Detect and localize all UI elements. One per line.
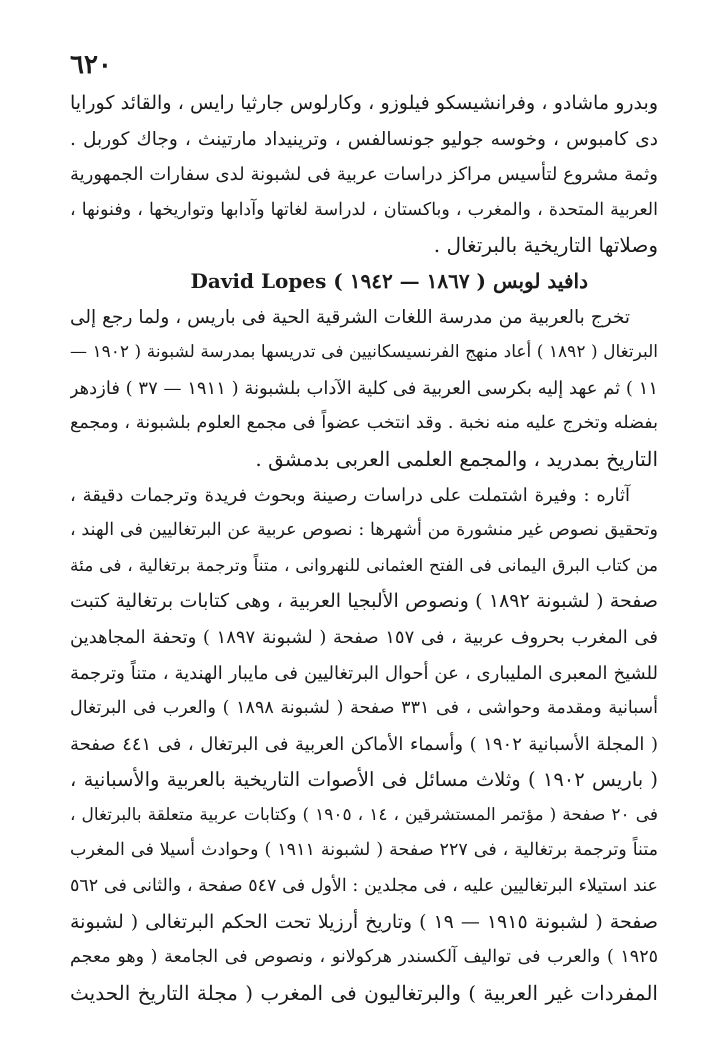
page-number: ٦٢٠ xyxy=(70,50,112,80)
text-line: ( باريس ١٩٠٢ ) وثلاث مسائل فى الأصوات التاريخية بالعربية والأسبانية ، xyxy=(70,768,658,792)
text-line: وتحقيق نصوص غير منشورة من أشهرها : نصوص عربية عن البرتغاليين فى الهند ، xyxy=(70,520,658,541)
text-line: البرتغال ( ١٨٩٢ ) أعاد منهج الفرنسيسكانيين فى تدريسها بمدرسة لشبونة ( ١٩٠٢ — xyxy=(70,342,658,363)
text-line: أسبانية ومقدمة وحواشى ، فى ٣٣١ صفحة ( لشبونة ١٨٩٨ ) والعرب فى البرتغال xyxy=(70,698,658,719)
text-line: وصلاتها التاريخية بالبرتغال . xyxy=(433,233,658,258)
text-line: دى كامبوس ، وخوسه جوليو جونسالفس ، وترينيداد مارتينث ، وجاك كوربل . xyxy=(70,128,658,150)
text-line: من كتاب البرق اليمانى فى الفتح العثمانى للنهروانى ، متناً وترجمة برتغالية ، فى مئة xyxy=(70,555,658,576)
section-heading: دافيد لوبس ( ١٨٦٧ — ١٩٤٢ ) David Lopes xyxy=(190,268,588,293)
text-line: العربية المتحدة ، والمغرب ، وباكستان ، لدراسة لغاتها وآدابها وتواريخها ، وفنونها ، xyxy=(70,199,658,220)
text-line: ١٩٢٥ ) والعرب فى تواليف آلكسندر هركولانو ، ونصوص فى الجامعة ( وهو معجم xyxy=(70,947,658,968)
text-line: متناً وترجمة برتغالية ، فى ٢٢٧ صفحة ( لشبونة ١٩١١ ) وحوادث أسيلا فى المغرب xyxy=(70,840,658,861)
text-line: صفحة ( لشبونة ١٨٩٢ ) ونصوص الألبجيا العربية ، وهى كتابات برتغالية كتبت xyxy=(70,590,658,613)
text-line: ( المجلة الأسبانية ١٩٠٢ ) وأسماء الأماكن العربية فى البرتغال ، فى ٤٤١ صفحة xyxy=(70,733,658,755)
text-line: صفحة ( لشبونة ١٩١٥ — ١٩ ) وتاريخ أرزيلا تحت الحكم البرتغالى ( لشبونة xyxy=(70,910,658,933)
text-line: آثاره : وفيرة اشتملت على دراسات رصينة وبحوث فريدة وترجمات دقيقة ، xyxy=(70,484,630,506)
body-text xyxy=(70,86,658,1011)
text-line: وبدرو ماشادو ، وفرانشيسكو فيلوزو ، وكارلوس جارثيا رايس ، والقائد كورايا xyxy=(70,92,658,114)
text-line: تخرج بالعربية من مدرسة اللغات الشرقية الحية فى باريس ، ولما رجع إلى xyxy=(70,306,630,328)
text-line: التاريخ بمدريد ، والمجمع العلمى العربى بدمشق . xyxy=(255,446,658,471)
text-line: فى المغرب بحروف عربية ، فى ١٥٧ صفحة ( لشبونة ١٨٩٧ ) وتحفة المجاهدين xyxy=(70,626,658,648)
text-line: بفضله وتخرج عليه منه نخبة . وقد انتخب عضواً فى مجمع العلوم بلشبونة ، ومجمع xyxy=(70,413,658,434)
text-line: فى ٢٠ صفحة ( مؤتمر المستشرقين ، ١٤ ، ١٩٠٥ ) وكتابات عربية متعلقة بالبرتغال ، xyxy=(70,804,658,825)
text-line: للشيخ المعبرى المليبارى ، عن أحوال البرتغاليين فى مايبار الهندية ، متناً وترجمة xyxy=(70,662,658,684)
text-line: المفردات غير العربية ) والبرتغاليون فى المغرب ( مجلة التاريخ الحديث xyxy=(70,980,658,1005)
text-line: عند استيلاء البرتغاليين عليه ، فى مجلدين : الأول فى ٥٤٧ صفحة ، والثانى فى ٥٦٢ xyxy=(70,876,658,897)
text-line: وثمة مشروع لتأسيس مراكز دراسات عربية فى لشبونة لدى سفارات الجمهورية xyxy=(70,164,658,186)
text-line: ١١ ) ثم عهد إليه بكرسى العربية فى كلية الآداب بلشبونة ( ١٩١١ — ٣٧ ) فازدهر xyxy=(70,377,658,399)
